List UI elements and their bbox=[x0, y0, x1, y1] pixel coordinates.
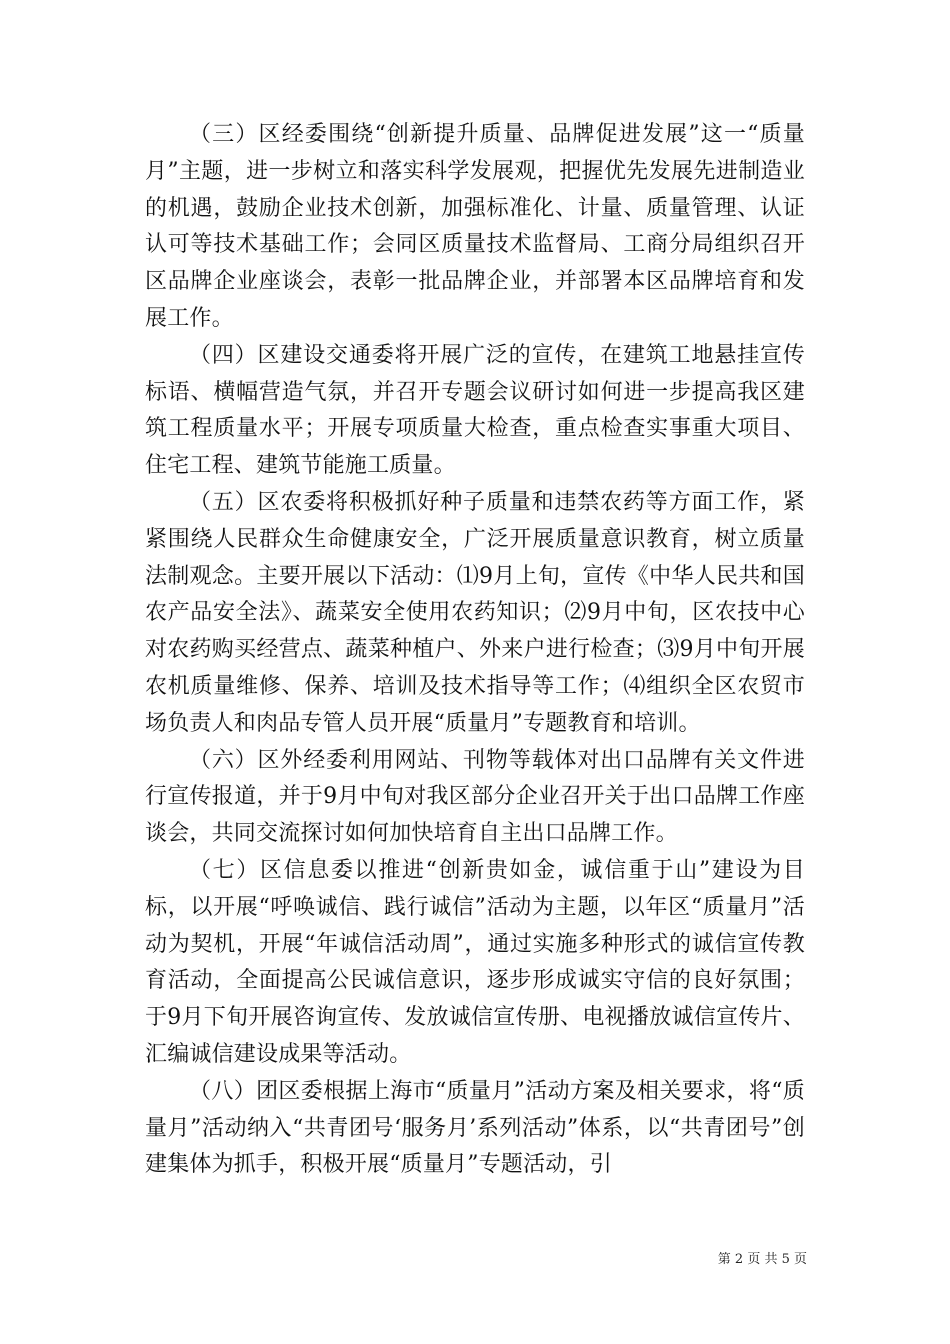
paragraph-5: （五）区农委将积极抓好种子质量和违禁农药等方面工作，紧紧围绕人民群众生命健康安全，广泛开展质量意识教育，树立质量法制观念。主要开展以下活动：⑴9月上旬，宣传《中华人民共和国农产品安全法》、蔬菜安全使用农药知识；⑵9月中旬，区农技中心对农药购买经营点、蔬菜种植户、外来户进行检查；⑶9月中旬开展农机质量维修、保养、培训及技术指导等工作；⑷组织全区农贸市场负责人和肉品专管人员开展“质量月”专题教育和培训。 bbox=[145, 489, 805, 736]
page-number: 第 2 页 共 5 页 bbox=[717, 1252, 807, 1267]
paragraph-3: （三）区经委围绕“创新提升质量、品牌促进发展”这一“质量月”主题，进一步树立和落实科学发展观，把握优先发展先进制造业的机遇，鼓励企业技术创新，加强标准化、计量、质量管理、认证认可等技术基础工作；会同区质量技术监督局、工商分局组织召开区品牌企业座谈会，表彰一批品牌企业，并部署本区品牌培育和发展工作。 bbox=[145, 122, 805, 331]
paragraph-6: （六）区外经委利用网站、刊物等载体对出口品牌有关文件进行宣传报道，并于9月中旬对我区部分企业召开关于出口品牌工作座谈会，共同交流探讨如何加快培育自主出口品牌工作。 bbox=[145, 747, 805, 847]
paragraph-7: （七）区信息委以推进“创新贵如金，诚信重于山”建设为目标，以开展“呼唤诚信、践行诚信”活动为主题，以年区“质量月”活动为契机，开展“年诚信活动周”，通过实施多种形式的诚信宣传教育活动，全面提高公民诚信意识，逐步形成诚实守信的良好氛围；于9月下旬开展咨询宣传、发放诚信宣传册、电视播放诚信宣传片、汇编诚信建设成果等活动。 bbox=[145, 857, 805, 1067]
document-body bbox=[145, 117, 805, 1184]
paragraph-8: （八）团区委根据上海市“质量月”活动方案及相关要求，将“质量月”活动纳入“共青团号‘服务月’系列活动”体系，以“共青团号”创建集体为抓手，积极开展“质量月”专题活动，引 bbox=[145, 1078, 805, 1178]
paragraph-4: （四）区建设交通委将开展广泛的宣传，在建筑工地悬挂宣传标语、横幅营造气氛，并召开专题会议研讨如何进一步提高我区建筑工程质量水平；开展专项质量大检查，重点检查实事重大项目、住宅工程、建筑节能施工质量。 bbox=[145, 342, 805, 479]
